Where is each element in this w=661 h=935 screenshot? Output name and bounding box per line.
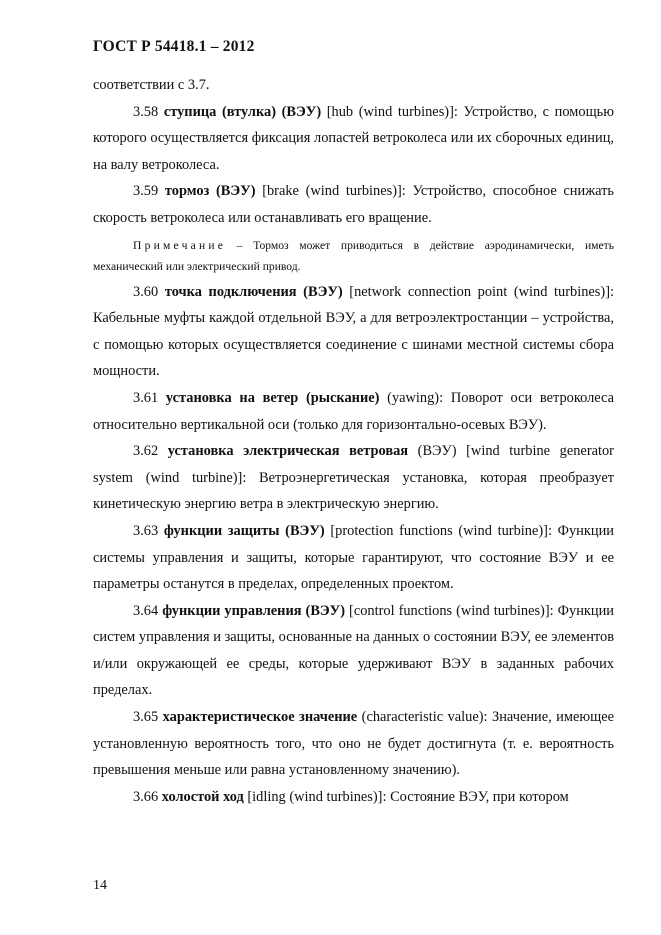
entry-number: 3.66 (133, 788, 159, 805)
note-text: – Тормоз может приводиться в действие аэродинамически, иметь механический или электрический привод. (93, 238, 614, 273)
entry-definition: (yawing): Поворот оси ветроколеса относительно вертикальной оси (только для горизонтально-осевых ВЭУ). (93, 389, 614, 433)
entry-term: установка электрическая ветровая (167, 443, 409, 460)
entry-term: точка подключения (ВЭУ) (164, 283, 343, 300)
entry-3-60 (93, 279, 614, 385)
entry-definition: [protection functions (wind turbine)]: Функции системы управления и защиты, которые гарантируют, что состояние ВЭУ и ее параметры останутся в пределах, определенных проектом. (93, 522, 614, 593)
entry-definition: [control functions (wind turbines)]: Функции систем управления и защиты, основанные на данных о состоянии ВЭУ, ее элементов и/или окружающей ее среды, которые удерживают ВЭУ в заданных рабочих пределах. (93, 602, 614, 699)
intro-line: соответствии с 3.7. (93, 77, 210, 93)
page-number: 14 (93, 878, 107, 893)
entry-number: 3.64 (133, 602, 159, 619)
entry-3-61 (93, 385, 614, 438)
entry-term: функции управления (ВЭУ) (162, 602, 346, 619)
entry-definition: (ВЭУ) [wind turbine generator system (wind turbine)]: Ветроэнергетическая установка, которая преобразует кинетическую энергию ветра в электрическую энергию. (93, 443, 614, 513)
entry-3-59 (93, 178, 614, 231)
page-header: ГОСТ Р 54418.1 – 2012 (93, 38, 255, 55)
entry-3-63 (93, 518, 614, 598)
note-3-59 (93, 235, 614, 277)
document-body (93, 72, 614, 810)
entry-number: 3.61 (133, 389, 159, 406)
entry-term: функции защиты (ВЭУ) (163, 522, 325, 539)
entry-number: 3.62 (133, 443, 159, 460)
entry-3-64 (93, 598, 614, 704)
entry-definition: [idling (wind turbines)]: Состояние ВЭУ, при котором (243, 788, 569, 805)
entry-definition: [hub (wind turbines)]: Устройство, с помощью которого осуществляется фиксация лопастей ветроколеса или их сборочных единиц, на валу ветроколеса. (93, 103, 614, 173)
note-label: Примечание (133, 238, 227, 252)
entry-term: ступица (втулка) (ВЭУ) (163, 103, 322, 120)
entry-definition: [brake (wind turbines)]: Устройство, способное снижать скорость ветроколеса или останавливать его вращение. (93, 183, 614, 226)
entry-number: 3.59 (133, 183, 159, 200)
entry-number: 3.63 (133, 522, 159, 539)
entry-term: тормоз (ВЭУ) (164, 183, 256, 200)
entry-3-58 (93, 99, 614, 179)
entry-term: установка на ветер (рыскание) (165, 389, 380, 406)
entry-3-62 (93, 438, 614, 518)
entry-definition: [network connection point (wind turbines)]: Кабельные муфты каждой отдельной ВЭУ, а для ветроэлектростанции – устройства, с помощью которых осуществляется соединение с шинами местной системы сбора мощности. (93, 283, 614, 380)
entry-number: 3.60 (133, 283, 159, 300)
entry-3-66 (93, 784, 614, 811)
entry-number: 3.58 (133, 103, 159, 120)
entry-number: 3.65 (133, 709, 159, 726)
entry-term: холостой ход (161, 788, 244, 805)
entry-3-65 (93, 704, 614, 784)
entry-term: характеристическое значение (162, 709, 358, 726)
entry-definition: (characteristic value): Значение, имеющее установленную вероятность того, что оно не будет достигнута (т. е. вероятность превышения меньше или равна установленному значению). (93, 709, 614, 779)
